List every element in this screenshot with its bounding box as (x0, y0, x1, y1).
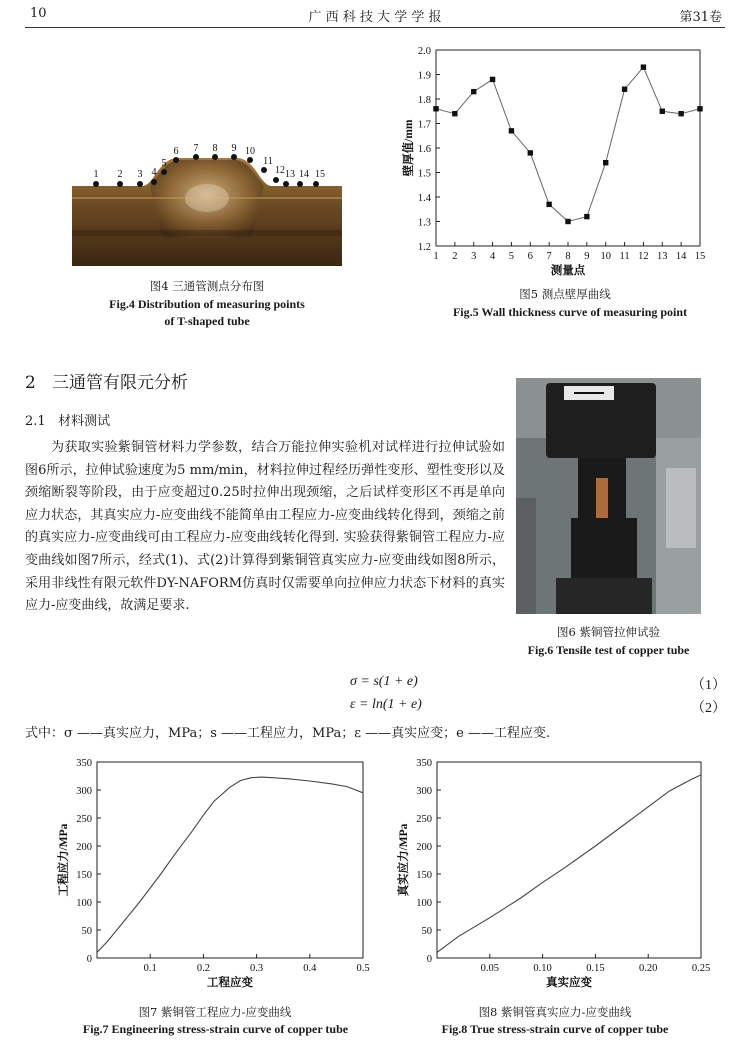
measuring-point-dot (117, 181, 123, 187)
fig5-chart (392, 38, 722, 278)
fig8-caption-en: Fig.8 True stress-strain curve of copper tube (441, 1022, 669, 1036)
y-tick-label: 100 (76, 898, 92, 909)
measuring-points-overlay (72, 138, 342, 266)
measuring-point-dot (173, 157, 179, 163)
measuring-point-dot (261, 167, 267, 173)
fig7-chart (55, 752, 375, 992)
y-tick-label: 1.4 (417, 193, 431, 204)
plot-frame (436, 50, 700, 246)
fig8-chart (395, 752, 715, 992)
fig4-caption-en-1: Fig.4 Distribution of measuring points (109, 297, 305, 311)
fig5-caption-cn: 图5 测点壁厚曲线 (519, 287, 611, 301)
fig6-caption-en: Fig.6 Tensile test of copper tube (527, 643, 690, 657)
fig7-caption-cn: 图7 紫铜管工程应力-应变曲线 (138, 1005, 292, 1019)
x-tick-label: 0.15 (586, 963, 605, 974)
fig4-points (72, 138, 342, 266)
x-tick-label: 14 (675, 251, 687, 262)
data-point (528, 150, 533, 155)
y-tick-label: 300 (416, 786, 432, 797)
measuring-point-label: 7 (193, 143, 199, 154)
page-number: 10 (30, 6, 47, 21)
fig7-caption-en: Fig.7 Engineering stress-strain curve of copper tube (82, 1022, 349, 1036)
y-tick-label: 300 (76, 786, 92, 797)
measuring-point-dot (313, 181, 319, 187)
y-axis-label: 工程应力/MPa (58, 823, 70, 897)
x-axis-label: 工程应变 (207, 977, 253, 989)
x-tick-label: 6 (527, 251, 533, 262)
section-number: 2 (25, 373, 36, 393)
plot-frame (97, 762, 363, 958)
data-point (490, 77, 495, 82)
equation-2-number: （2） (691, 701, 726, 716)
y-tick-label: 1.3 (417, 217, 431, 229)
x-tick-label: 0.20 (639, 963, 658, 974)
measuring-point-dot (273, 177, 279, 183)
x-tick-label: 5 (508, 251, 515, 262)
data-point (697, 106, 702, 111)
series-line (97, 777, 363, 952)
x-axis-label: 测量点 (550, 265, 586, 277)
data-point (584, 214, 589, 219)
data-point (565, 219, 570, 224)
measuring-point-label: 15 (315, 169, 325, 180)
y-tick-label: 150 (76, 870, 92, 881)
fig8-caption-cn: 图8 紫铜管真实应力-应变曲线 (478, 1005, 632, 1019)
y-tick-label: 1.9 (417, 70, 431, 82)
measuring-point-label: 1 (93, 169, 99, 180)
measuring-point-label: 8 (212, 143, 218, 154)
equation-legend: 式中：σ ——真实应力，MPa；s ——工程应力，MPa；ε ——真实应变；e ——工程应变. (25, 726, 551, 741)
x-tick-label: 0.5 (356, 963, 370, 974)
x-tick-label: 10 (600, 251, 611, 262)
y-tick-label: 1.5 (417, 168, 431, 180)
measuring-point-dot (151, 179, 157, 185)
data-point (603, 160, 608, 165)
measuring-point-label: 12 (275, 165, 285, 176)
header-rule (25, 27, 725, 28)
x-tick-label: 0.2 (196, 963, 210, 974)
tensile-machine-illustration (516, 378, 701, 614)
equation-1: σ = s(1 + e) (350, 674, 418, 689)
y-tick-label: 1.8 (417, 95, 431, 106)
subsection-number: 2.1 (25, 414, 46, 429)
y-tick-label: 1.7 (417, 119, 431, 131)
fig6-caption-cn: 图6 紫铜管拉伸试验 (557, 625, 660, 639)
y-tick-label: 200 (416, 842, 432, 853)
y-tick-label: 1.2 (417, 242, 431, 253)
y-tick-label: 100 (416, 898, 432, 909)
data-point (509, 128, 514, 133)
x-tick-label: 7 (546, 251, 552, 262)
y-tick-label: 50 (421, 926, 432, 937)
y-tick-label: 350 (416, 758, 432, 769)
measuring-point-label: 13 (285, 169, 295, 180)
measuring-point-dot (193, 154, 199, 160)
y-tick-label: 250 (76, 814, 92, 825)
y-tick-label: 50 (81, 926, 92, 937)
data-point (678, 111, 683, 116)
series-line (437, 775, 701, 953)
x-tick-label: 11 (619, 251, 630, 262)
measuring-point-dot (93, 181, 99, 187)
x-tick-label: 9 (584, 251, 590, 262)
paragraph-text: 为获取实验紫铜管材料力学参数，结合万能拉伸实验机对试样进行拉伸试验如图6所示，拉伸试验速度为5 mm/min，材料拉伸过程经历弹性变形、塑性变形以及颈缩断裂等阶段，由于应变超过0.25时拉伸出现颈缩，之后试样变形区不再是单向应力状态，其真实应力-应变曲线不能简单由工程应力-应变曲线转化得到，颈缩之前的真实应力-应变曲线可由工程应力-应变曲线转化得到. 实验获得紫铜管工程应力-应变曲线如图7所示，经式(1)、式(2)计算得到紫铜管真实应力-应变曲线如图8所示，采用非线性有限元软件DY-NAFORM仿真时仅需要单向拉伸应力状态下材料的真实应力-应变曲线，故满足要求. (25, 440, 505, 614)
equation-2: ε = ln(1 + e) (350, 697, 422, 712)
y-tick-label: 350 (76, 758, 92, 769)
subsection-title: 材料测试 (58, 414, 111, 429)
data-point (641, 64, 646, 69)
plot-frame (437, 762, 701, 958)
measuring-point-label: 6 (173, 146, 179, 157)
data-point (471, 89, 476, 94)
x-tick-label: 1 (433, 251, 439, 262)
body-paragraph (25, 437, 505, 618)
x-tick-label: 0.10 (533, 963, 552, 974)
measuring-point-label: 9 (231, 143, 237, 154)
y-axis-label: 壁厚值/mm (403, 119, 415, 177)
y-tick-label: 250 (416, 814, 432, 825)
x-tick-label: 0.1 (143, 963, 157, 974)
data-point (546, 202, 551, 207)
fig4-caption-en-2: of T-shaped tube (164, 314, 250, 328)
measuring-point-label: 4 (151, 167, 157, 178)
section-heading (25, 368, 188, 393)
measuring-point-dot (247, 157, 253, 163)
measuring-point-label: 14 (299, 169, 309, 180)
y-tick-label: 0 (86, 954, 92, 965)
fig5-caption-en: Fig.5 Wall thickness curve of measuring point (452, 305, 688, 319)
x-tick-label: 0.3 (250, 963, 264, 974)
measuring-point-label: 11 (263, 156, 273, 167)
data-point (622, 87, 627, 92)
x-tick-label: 8 (565, 251, 571, 262)
x-tick-label: 15 (694, 251, 706, 262)
y-tick-label: 200 (76, 842, 92, 853)
x-tick-label: 13 (657, 251, 668, 262)
measuring-point-label: 3 (137, 169, 143, 180)
data-point (660, 109, 665, 114)
equation-1-number: （1） (691, 678, 726, 693)
measuring-point-dot (161, 169, 167, 175)
volume-label: 第31卷 (679, 10, 722, 25)
y-tick-label: 0 (426, 954, 432, 965)
x-tick-label: 2 (452, 251, 458, 262)
fig6-photo (516, 378, 701, 614)
measuring-point-dot (297, 181, 303, 187)
measuring-point-dot (137, 181, 143, 187)
x-tick-label: 0.4 (303, 963, 317, 974)
y-tick-label: 150 (416, 870, 432, 881)
x-tick-label: 0.25 (691, 963, 711, 974)
measuring-point-label: 2 (117, 169, 123, 180)
subsection-heading (25, 410, 110, 429)
journal-title: 广 西 科 技 大 学 学 报 (308, 10, 442, 25)
y-tick-label: 2.0 (417, 46, 431, 57)
y-axis-label: 真实应力/MPa (398, 823, 410, 897)
section-title: 三通管有限元分析 (52, 373, 189, 393)
data-point (433, 106, 438, 111)
y-tick-label: 1.6 (417, 144, 431, 155)
x-tick-label: 0.05 (480, 963, 499, 974)
measuring-point-dot (283, 181, 289, 187)
data-point (452, 111, 457, 116)
measuring-point-label: 10 (245, 146, 255, 157)
measuring-point-label: 5 (161, 158, 167, 169)
measuring-point-dot (212, 154, 218, 160)
x-tick-label: 12 (638, 251, 649, 262)
x-tick-label: 4 (489, 251, 496, 262)
fig4-caption-cn: 图4 三通管测点分布图 (149, 279, 265, 293)
x-axis-label: 真实应变 (546, 977, 592, 989)
x-tick-label: 3 (471, 251, 477, 262)
measuring-point-dot (231, 154, 237, 160)
